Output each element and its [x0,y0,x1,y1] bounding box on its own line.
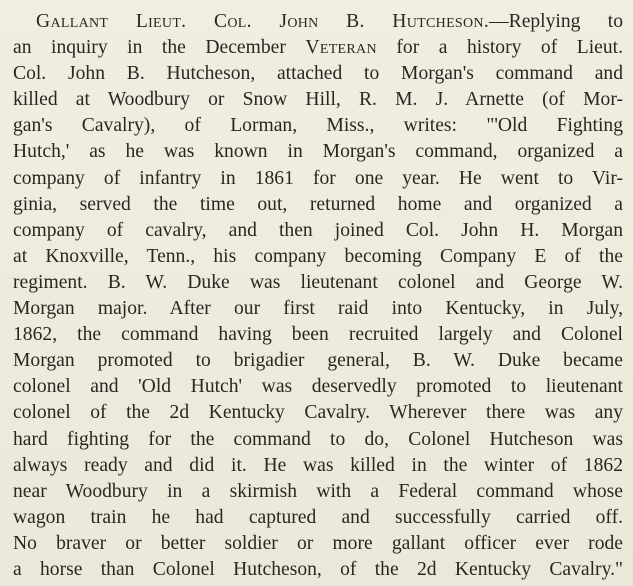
text-line: Hutch,' as he was known in Morgan's command, organized a [13,141,623,163]
text-line: killed at Woodbury or Snow Hill, R. M. J. Arnette (of Mor- [13,89,623,111]
text-line: near Woodbury in a skirmish with a Federal command whose [13,480,623,502]
article-body [13,9,623,583]
article-first-line [13,9,623,35]
text-fragment: for a history of Lieut. [396,37,624,59]
text-line [13,35,623,61]
text-line: ginia, served the time out, returned home and organized a [13,193,623,215]
text-line: gan's Cavalry), of Lorman, Miss., writes: "'Old Fighting [13,115,623,137]
text-line: colonel of the 2d Kentucky Cavalry. Wherever there was any [13,402,623,424]
article-heading-dash: —Replying to [489,11,624,32]
text-line: wagon train he had captured and successfully carried off. [13,506,623,528]
text-line: company of infantry in 1861 for one year. He went to Vir- [13,167,623,189]
veteran-word: Veteran [305,37,377,59]
text-line: a horse than Colonel Hutcheson, of the 2d Kentucky Cavalry." [13,558,623,580]
article-heading: Gallant Lieut. Col. John B. Hutcheson. [36,11,490,32]
text-line: company of cavalry, and then joined Col. John H. Morgan [13,219,623,241]
text-line: hard fighting for the command to do, Colonel Hutcheson was [13,428,623,450]
text-line: colonel and 'Old Hutch' was deservedly promoted to lieutenant [13,376,623,398]
text-line: Morgan major. After our first raid into Kentucky, in July, [13,298,623,320]
text-fragment: an inquiry in the December [13,37,286,59]
text-line: 1862, the command having been recruited largely and Colonel [13,324,623,346]
text-line: always ready and did it. He was killed in the winter of 1862 [13,454,623,476]
text-line: regiment. B. W. Duke was lieutenant colonel and George W. [13,271,623,293]
text-line: at Knoxville, Tenn., his company becoming Company E of the [13,245,623,267]
text-line: No braver or better soldier or more gallant officer ever rode [13,532,623,554]
text-line: Morgan promoted to brigadier general, B. W. Duke became [13,350,623,372]
text-line: Col. John B. Hutcheson, attached to Morgan's command and [13,63,623,85]
